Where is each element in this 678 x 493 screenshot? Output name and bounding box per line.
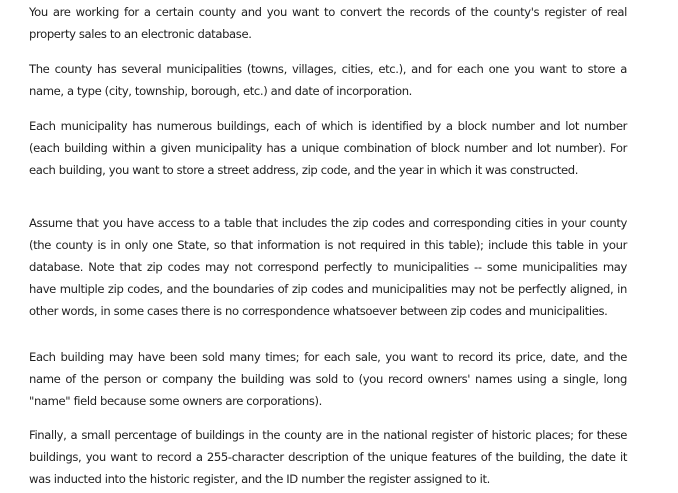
paragraph-buildings: Each municipality has numerous buildings, each of which is identified by a block number and lot number (each building within a given municipality has a unique combination of block number and lot number). For each building, you want to store a street address, zip code, and the year in which it was constructed. — [29, 119, 627, 177]
paragraph-historic-register: Finally, a small percentage of buildings in the county are in the national register of historic places; for these buildings, you want to record a 255-character description of the unique features of the building, the date it was inducted into the historic register, and the ID number the register assigned to it. — [29, 428, 627, 486]
paragraph-zip-codes: Assume that you have access to a table that includes the zip codes and corresponding cities in your county (the county is in only one State, so that information is not required in this table); include this table in your database. Note that zip codes may not correspond perfectly to municipalities -- some municipalities may have multiple zip codes, and the boundaries of zip codes and municipalities may not be perfectly aligned, in other words, in some cases there is no correspondence whatsoever between zip codes and municipalities. — [29, 216, 627, 318]
paragraph-intro: You are working for a certain county and you want to convert the records of the county's register of real property sales to an electronic database. — [29, 5, 627, 41]
paragraph-sales: Each building may have been sold many times; for each sale, you want to record its price, date, and the name of the person or company the building was sold to (you record owners' names using a single, long "name" field because some owners are corporations). — [29, 350, 627, 408]
paragraph-municipalities: The county has several municipalities (towns, villages, cities, etc.), and for each one you want to store a name, a type (city, township, borough, etc.) and date of incorporation. — [29, 62, 627, 98]
